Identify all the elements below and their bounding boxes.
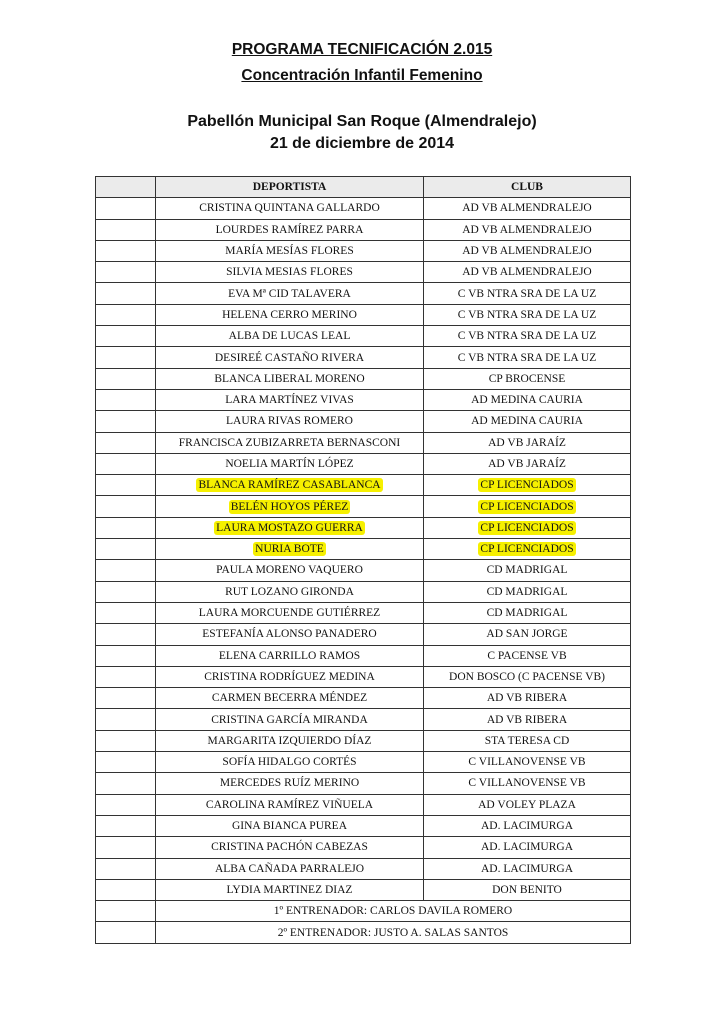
row-index-cell bbox=[96, 496, 156, 517]
club-name: CP LICENCIADOS bbox=[480, 543, 574, 556]
table-row bbox=[96, 283, 631, 304]
club-name: CP BROCENSE bbox=[488, 372, 566, 385]
table-row bbox=[96, 730, 631, 751]
athlete-name-cell bbox=[156, 219, 424, 240]
club-cell bbox=[424, 624, 631, 645]
club-cell bbox=[424, 709, 631, 730]
club-name: CP LICENCIADOS bbox=[480, 500, 574, 513]
club-name: AD VB ALMENDRALEJO bbox=[462, 245, 592, 258]
table-row bbox=[96, 411, 631, 432]
header-club: CLUB bbox=[424, 177, 631, 198]
club-cell bbox=[424, 262, 631, 283]
athlete-name: LOURDES RAMÍREZ PARRA bbox=[215, 223, 364, 236]
athlete-name-cell bbox=[156, 581, 424, 602]
club-cell bbox=[424, 198, 631, 219]
row-index-cell bbox=[96, 752, 156, 773]
row-index-cell bbox=[96, 730, 156, 751]
athlete-name: FRANCISCA ZUBIZARRETA BERNASCONI bbox=[178, 436, 401, 449]
date-line: 21 de diciembre de 2014 bbox=[269, 135, 455, 152]
athlete-name: BLANCA LIBERAL MORENO bbox=[214, 372, 365, 385]
club-name: C VB NTRA SRA DE LA UZ bbox=[457, 308, 597, 321]
athlete-name-cell bbox=[156, 262, 424, 283]
club-name: DON BENITO bbox=[492, 883, 562, 896]
athlete-name: SOFÍA HIDALGO CORTÉS bbox=[222, 756, 357, 769]
club-name: AD MEDINA CAURIA bbox=[471, 415, 583, 428]
table-row bbox=[96, 219, 631, 240]
row-index-cell bbox=[96, 709, 156, 730]
table-row bbox=[96, 688, 631, 709]
table-body bbox=[96, 198, 631, 943]
row-index-cell bbox=[96, 901, 156, 922]
table-row bbox=[96, 773, 631, 794]
row-index-cell bbox=[96, 773, 156, 794]
club-cell bbox=[424, 773, 631, 794]
table-row bbox=[96, 666, 631, 687]
club-name: C VB NTRA SRA DE LA UZ bbox=[457, 351, 597, 364]
row-index-cell bbox=[96, 858, 156, 879]
athlete-name: NOELIA MARTÍN LÓPEZ bbox=[225, 458, 354, 470]
row-index-cell bbox=[96, 879, 156, 900]
row-index-cell bbox=[96, 922, 156, 943]
athlete-name: NURIA BOTE bbox=[255, 543, 324, 556]
athlete-name: PAULA MORENO VAQUERO bbox=[216, 564, 363, 577]
athlete-name: BELÉN HOYOS PÉREZ bbox=[230, 500, 349, 513]
club-name: AD SAN JORGE bbox=[486, 628, 568, 641]
athlete-name-cell bbox=[156, 368, 424, 389]
club-name: CD MADRIGAL bbox=[486, 585, 568, 598]
row-index-cell bbox=[96, 262, 156, 283]
coach-row bbox=[96, 922, 631, 943]
table-row bbox=[96, 453, 631, 474]
club-cell bbox=[424, 368, 631, 389]
table-row bbox=[96, 858, 631, 879]
club-cell bbox=[424, 496, 631, 517]
club-cell bbox=[424, 517, 631, 538]
athlete-name-cell bbox=[156, 304, 424, 325]
coach-cell: 1º ENTRENADOR: CARLOS DAVILA ROMERO bbox=[156, 901, 631, 922]
club-name: CD MADRIGAL bbox=[486, 564, 568, 577]
club-name: AD VB RIBERA bbox=[486, 692, 568, 705]
row-index-cell bbox=[96, 219, 156, 240]
row-index-cell bbox=[96, 240, 156, 261]
row-index-cell bbox=[96, 581, 156, 602]
club-name: C PACENSE VB bbox=[487, 649, 567, 662]
coach-cell: 2º ENTRENADOR: JUSTO A. SALAS SANTOS bbox=[156, 922, 631, 943]
club-name: DON BOSCO (C PACENSE VB) bbox=[449, 670, 605, 683]
athlete-name: ALBA CAÑADA PARRALEJO bbox=[214, 862, 365, 875]
venue-line: Pabellón Municipal San Roque (Almendralejo) bbox=[187, 113, 537, 130]
club-cell bbox=[424, 837, 631, 858]
athlete-name: CRISTINA QUINTANA GALLARDO bbox=[199, 202, 380, 215]
row-index-cell bbox=[96, 602, 156, 623]
table-row bbox=[96, 475, 631, 496]
athlete-name: MARGARITA IZQUIERDO DÍAZ bbox=[207, 734, 372, 747]
table-row bbox=[96, 347, 631, 368]
club-cell bbox=[424, 326, 631, 347]
athlete-name: CRISTINA GARCÍA MIRANDA bbox=[211, 713, 368, 726]
table-row bbox=[96, 752, 631, 773]
athlete-name-cell bbox=[156, 560, 424, 581]
row-index-cell bbox=[96, 517, 156, 538]
table-row bbox=[96, 879, 631, 900]
club-cell bbox=[424, 581, 631, 602]
row-index-cell bbox=[96, 389, 156, 410]
club-name: STA TERESA CD bbox=[484, 734, 570, 747]
athlete-name-cell bbox=[156, 688, 424, 709]
athlete-name: LARA MARTÍNEZ VIVAS bbox=[225, 394, 354, 407]
athlete-name-cell bbox=[156, 411, 424, 432]
club-cell bbox=[424, 666, 631, 687]
athlete-name-cell bbox=[156, 198, 424, 219]
club-name: C VB NTRA SRA DE LA UZ bbox=[457, 287, 597, 300]
row-index-cell bbox=[96, 283, 156, 304]
club-name: AD MEDINA CAURIA bbox=[471, 394, 583, 407]
table-row bbox=[96, 560, 631, 581]
club-cell bbox=[424, 879, 631, 900]
club-cell bbox=[424, 794, 631, 815]
athlete-name-cell bbox=[156, 389, 424, 410]
row-index-cell bbox=[96, 539, 156, 560]
coach-row bbox=[96, 901, 631, 922]
athlete-name: RUT LOZANO GIRONDA bbox=[225, 585, 354, 598]
athlete-name-cell bbox=[156, 730, 424, 751]
row-index-cell bbox=[96, 560, 156, 581]
athlete-name: CAROLINA RAMÍREZ VIÑUELA bbox=[205, 798, 374, 811]
athlete-name-cell bbox=[156, 858, 424, 879]
athlete-name-cell bbox=[156, 432, 424, 453]
club-cell bbox=[424, 432, 631, 453]
club-cell bbox=[424, 688, 631, 709]
club-name: AD VB ALMENDRALEJO bbox=[462, 266, 592, 279]
athlete-name-cell bbox=[156, 879, 424, 900]
athlete-name-cell bbox=[156, 283, 424, 304]
athlete-name-cell bbox=[156, 624, 424, 645]
club-name: AD VB ALMENDRALEJO bbox=[462, 223, 592, 236]
athlete-name-cell bbox=[156, 475, 424, 496]
club-cell bbox=[424, 283, 631, 304]
club-name: CP LICENCIADOS bbox=[480, 479, 574, 492]
club-name: CP LICENCIADOS bbox=[480, 521, 574, 534]
athlete-name: BLANCA RAMÍREZ CASABLANCA bbox=[198, 479, 381, 492]
table-row bbox=[96, 815, 631, 836]
athlete-name-cell bbox=[156, 347, 424, 368]
table-row bbox=[96, 581, 631, 602]
athlete-name: ELENA CARRILLO RAMOS bbox=[218, 649, 361, 662]
club-name: AD. LACIMURGA bbox=[481, 820, 573, 833]
club-name: AD. LACIMURGA bbox=[481, 862, 573, 875]
athlete-name: LYDIA MARTINEZ DIAZ bbox=[226, 883, 353, 896]
athlete-name: LAURA MOSTAZO GUERRA bbox=[216, 521, 363, 534]
athlete-name-cell bbox=[156, 645, 424, 666]
row-index-cell bbox=[96, 624, 156, 645]
athlete-name: CRISTINA PACHÓN CABEZAS bbox=[211, 841, 368, 854]
athlete-name: DESIREÉ CASTAÑO RIVERA bbox=[214, 351, 365, 364]
row-index-cell bbox=[96, 794, 156, 815]
table-row bbox=[96, 602, 631, 623]
club-name: AD. LACIMURGA bbox=[481, 841, 573, 854]
row-index-cell bbox=[96, 837, 156, 858]
athlete-name: MARÍA MESÍAS FLORES bbox=[225, 245, 354, 258]
club-name: CD MADRIGAL bbox=[486, 607, 568, 620]
header-index bbox=[96, 177, 156, 198]
athlete-name-cell bbox=[156, 240, 424, 261]
club-cell bbox=[424, 453, 631, 474]
club-name: C VB NTRA SRA DE LA UZ bbox=[457, 330, 597, 343]
row-index-cell bbox=[96, 666, 156, 687]
club-cell bbox=[424, 219, 631, 240]
athlete-name: CRISTINA RODRÍGUEZ MEDINA bbox=[204, 670, 375, 683]
table-row bbox=[96, 262, 631, 283]
club-cell bbox=[424, 347, 631, 368]
table-row bbox=[96, 794, 631, 815]
athlete-name: GINA BIANCA PUREA bbox=[231, 820, 347, 833]
athlete-name: ESTEFANÍA ALONSO PANADERO bbox=[202, 628, 377, 641]
club-name: C VILLANOVENSE VB bbox=[468, 756, 586, 769]
document-title: PROGRAMA TECNIFICACIÓN 2.015 bbox=[231, 41, 493, 58]
athlete-name: ALBA DE LUCAS LEAL bbox=[228, 330, 351, 343]
table-row bbox=[96, 496, 631, 517]
club-name: AD VB ALMENDRALEJO bbox=[462, 202, 592, 215]
athlete-name-cell bbox=[156, 326, 424, 347]
row-index-cell bbox=[96, 326, 156, 347]
club-cell bbox=[424, 475, 631, 496]
table-row bbox=[96, 326, 631, 347]
row-index-cell bbox=[96, 453, 156, 474]
row-index-cell bbox=[96, 198, 156, 219]
header-deportista: DEPORTISTA bbox=[156, 177, 424, 198]
table-row bbox=[96, 539, 631, 560]
athlete-name-cell bbox=[156, 496, 424, 517]
club-cell bbox=[424, 815, 631, 836]
athlete-name-cell bbox=[156, 752, 424, 773]
table-row bbox=[96, 645, 631, 666]
row-index-cell bbox=[96, 411, 156, 432]
row-index-cell bbox=[96, 645, 156, 666]
table-row bbox=[96, 837, 631, 858]
athlete-name-cell bbox=[156, 837, 424, 858]
club-cell bbox=[424, 602, 631, 623]
club-cell bbox=[424, 539, 631, 560]
athlete-name-cell bbox=[156, 794, 424, 815]
table-row bbox=[96, 624, 631, 645]
table-row bbox=[96, 240, 631, 261]
club-cell bbox=[424, 560, 631, 581]
athlete-name: LAURA RIVAS ROMERO bbox=[226, 415, 353, 428]
club-cell bbox=[424, 858, 631, 879]
athlete-name-cell bbox=[156, 709, 424, 730]
row-index-cell bbox=[96, 688, 156, 709]
athlete-name-cell bbox=[156, 815, 424, 836]
row-index-cell bbox=[96, 432, 156, 453]
club-cell bbox=[424, 645, 631, 666]
table-row bbox=[96, 432, 631, 453]
club-cell bbox=[424, 389, 631, 410]
club-cell bbox=[424, 304, 631, 325]
athlete-name-cell bbox=[156, 666, 424, 687]
athlete-name: EVA Mª CID TALAVERA bbox=[228, 287, 351, 300]
club-name: AD VB JARAÍZ bbox=[488, 458, 566, 470]
club-cell bbox=[424, 240, 631, 261]
table-row bbox=[96, 709, 631, 730]
table-row bbox=[96, 517, 631, 538]
club-name: C VILLANOVENSE VB bbox=[468, 777, 586, 790]
row-index-cell bbox=[96, 347, 156, 368]
athlete-name: MERCEDES RUÍZ MERINO bbox=[219, 777, 360, 790]
club-cell bbox=[424, 752, 631, 773]
table-header-row bbox=[96, 177, 631, 198]
table-row bbox=[96, 304, 631, 325]
athlete-name-cell bbox=[156, 773, 424, 794]
row-index-cell bbox=[96, 475, 156, 496]
athlete-name: CARMEN BECERRA MÉNDEZ bbox=[211, 692, 368, 705]
athlete-name: LAURA MORCUENDE GUTIÉRREZ bbox=[198, 607, 381, 620]
athlete-name-cell bbox=[156, 517, 424, 538]
athlete-name-cell bbox=[156, 453, 424, 474]
athlete-name: HELENA CERRO MERINO bbox=[222, 308, 357, 321]
table-row bbox=[96, 198, 631, 219]
athlete-table bbox=[95, 176, 631, 944]
club-name: AD VB RIBERA bbox=[486, 713, 568, 726]
club-cell bbox=[424, 730, 631, 751]
table-row bbox=[96, 368, 631, 389]
athlete-name-cell bbox=[156, 602, 424, 623]
club-name: AD VOLEY PLAZA bbox=[478, 798, 576, 811]
athlete-name: SILVIA MESIAS FLORES bbox=[226, 266, 353, 279]
club-name: AD VB JARAÍZ bbox=[488, 436, 566, 449]
club-cell bbox=[424, 411, 631, 432]
table-row bbox=[96, 389, 631, 410]
document-subtitle: Concentración Infantil Femenino bbox=[241, 67, 483, 84]
row-index-cell bbox=[96, 368, 156, 389]
row-index-cell bbox=[96, 304, 156, 325]
row-index-cell bbox=[96, 815, 156, 836]
athlete-name-cell bbox=[156, 539, 424, 560]
